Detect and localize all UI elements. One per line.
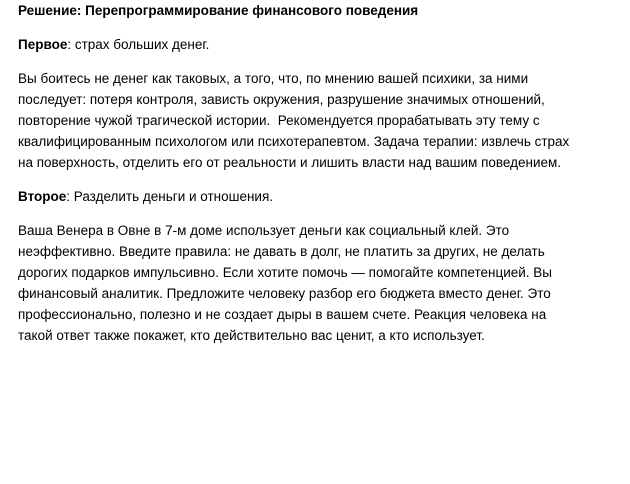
paragraph-line: такой ответ также покажет, кто действительно вас ценит, а кто использует. xyxy=(18,328,485,343)
section-2-heading-line xyxy=(18,186,618,207)
paragraph-line: повторение чужой трагической истории. Рекомендуется прорабатывать эту тему с xyxy=(18,113,540,128)
paragraph-line: дорогих подарков импульсивно. Если хотите помочь — помогайте компетенцией. Вы xyxy=(18,265,552,280)
document-title-paragraph xyxy=(18,0,618,21)
paragraph-line: на поверхность, отделить его от реальности и лишить власти над вашим поведением. xyxy=(18,155,562,170)
section-2-heading: Второе xyxy=(18,189,67,204)
document-title: Решение: Перепрограммирование финансового поведения xyxy=(18,3,419,18)
section-2-heading-paragraph xyxy=(18,186,618,207)
paragraph-line: последует: потеря контроля, зависть окружения, разрушение значимых отношений, xyxy=(18,92,545,107)
paragraph-line: Вы боитесь не денег как таковых, а того, что, по мнению вашей психики, за ними xyxy=(18,71,529,86)
section-2-paragraph xyxy=(18,220,618,346)
paragraph-line: Ваша Венера в Овне в 7-м доме использует деньги как социальный клей. Это xyxy=(18,223,510,238)
section-1-heading: Первое xyxy=(18,37,68,52)
paragraph-line: квалифицированным психологом или психотерапевтом. Задача терапии: извлечь страх xyxy=(18,134,570,149)
paragraph-line: неэффективно. Введите правила: не давать в долг, не платить за других, не делать xyxy=(18,244,545,259)
paragraph-line: финансовый аналитик. Предложите человеку разбор его бюджета вместо денег. Это xyxy=(18,286,551,301)
document-body xyxy=(18,0,618,359)
section-1-heading-line xyxy=(18,34,618,55)
section-1-heading-paragraph xyxy=(18,34,618,55)
section-1-heading-text: : страх больших денег. xyxy=(67,37,210,52)
section-1-paragraph xyxy=(18,68,618,173)
paragraph-line: профессионально, полезно и не создает дыры в вашем счете. Реакция человека на xyxy=(18,307,547,322)
section-2-heading-text: : Разделить деньги и отношения. xyxy=(66,189,274,204)
